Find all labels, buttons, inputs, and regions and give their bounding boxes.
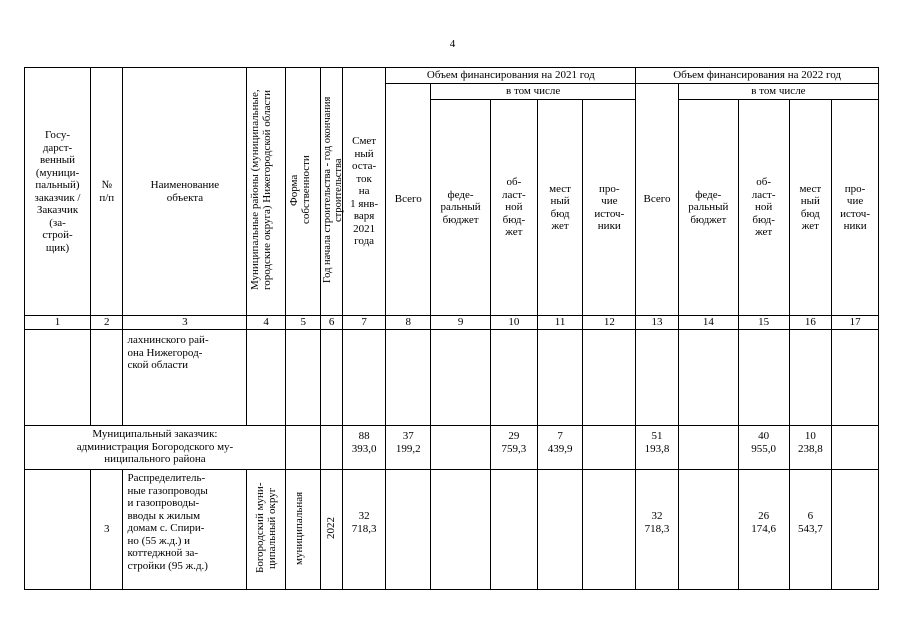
cell-estimate: 32 718,3	[342, 470, 386, 590]
col-number: 11	[537, 316, 583, 330]
col-number: 7	[342, 316, 386, 330]
col-number: 1	[25, 316, 91, 330]
col-number: 4	[247, 316, 286, 330]
table-row	[25, 330, 879, 426]
col-number: 6	[321, 316, 342, 330]
object-name-continued: лахнинского рай- она Нижегород- ской области	[123, 330, 247, 426]
col-number: 3	[123, 316, 247, 330]
header-2021-other: про- чие источ- ники	[583, 100, 636, 316]
cell-year: 2022	[321, 470, 342, 590]
header-2022-total: Всего	[636, 84, 679, 316]
cell-2021-local: 7 439,9	[537, 426, 583, 470]
col-number: 12	[583, 316, 636, 330]
cell-number: 3	[91, 470, 123, 590]
header-2022-federal: феде- ральный бюджет	[678, 100, 738, 316]
header-2021-total: Всего	[386, 84, 431, 316]
col-number: 14	[678, 316, 738, 330]
header-fin-2022: Объем финансирования на 2022 год	[636, 68, 879, 84]
header-object-name: Наименование объекта	[123, 68, 247, 316]
col-number: 5	[285, 316, 321, 330]
cell-ownership: муниципальная	[285, 470, 321, 590]
col-number: 10	[491, 316, 538, 330]
col-number: 17	[832, 316, 879, 330]
cell-2022-regional: 26 174,6	[738, 470, 789, 590]
header-district: Муниципальные районы (муниципальные, городские округа) Нижегородской области	[247, 68, 286, 316]
cell-2022-total: 32 718,3	[636, 470, 679, 590]
cell-2022-regional: 40 955,0	[738, 426, 789, 470]
cell-2022-total: 51 193,8	[636, 426, 679, 470]
header-ownership: Форма собственности	[285, 68, 321, 316]
col-number: 13	[636, 316, 679, 330]
header-number: № п/п	[91, 68, 123, 316]
cell-2022-local: 6 543,7	[789, 470, 832, 590]
cell-2022-local: 10 238,8	[789, 426, 832, 470]
column-numbers-row	[25, 316, 879, 330]
table-row	[25, 426, 879, 470]
header-2022-incl: в том числе	[678, 84, 878, 100]
header-2021-local: мест ный бюд жет	[537, 100, 583, 316]
cell-2021-total: 37 199,2	[386, 426, 431, 470]
col-number: 15	[738, 316, 789, 330]
cell-district: Богородский муни- ципальный округ	[247, 470, 286, 590]
header-2022-regional: об- ласт- ной бюд- жет	[738, 100, 789, 316]
header-2021-federal: феде- ральный бюджет	[431, 100, 491, 316]
cell-estimate: 88 393,0	[342, 426, 386, 470]
header-customer: Госу- дарст- венный (муници- пальный) заказчик / Заказчик (за- строй- щик)	[25, 68, 91, 316]
header-estimate-remainder: Смет ный оста- ток на 1 янв- варя 2021 года	[342, 68, 386, 316]
header-2022-other: про- чие источ- ники	[832, 100, 879, 316]
header-2022-local: мест ный бюд жет	[789, 100, 832, 316]
header-2021-incl: в том числе	[431, 84, 636, 100]
header-years: Год начала строительства - год окончания строительства	[321, 68, 342, 316]
financing-table	[24, 67, 879, 590]
page-number: 4	[449, 38, 456, 50]
col-number: 16	[789, 316, 832, 330]
header-2021-regional: об- ласт- ной бюд- жет	[491, 100, 538, 316]
header-fin-2021: Объем финансирования на 2021 год	[386, 68, 636, 84]
object-name: Распределитель- ные газопроводы и газопроводы- вводы к жилым домам с. Спири- но (55 ж.д.) и коттеджной за- стройки (95 ж.д.)	[123, 470, 247, 590]
col-number: 9	[431, 316, 491, 330]
cell-2021-regional: 29 759,3	[491, 426, 538, 470]
customer-label: Муниципальный заказчик: администрация Богородского му- ниципального района	[25, 426, 286, 470]
col-number: 8	[386, 316, 431, 330]
table-row	[25, 470, 879, 590]
col-number: 2	[91, 316, 123, 330]
